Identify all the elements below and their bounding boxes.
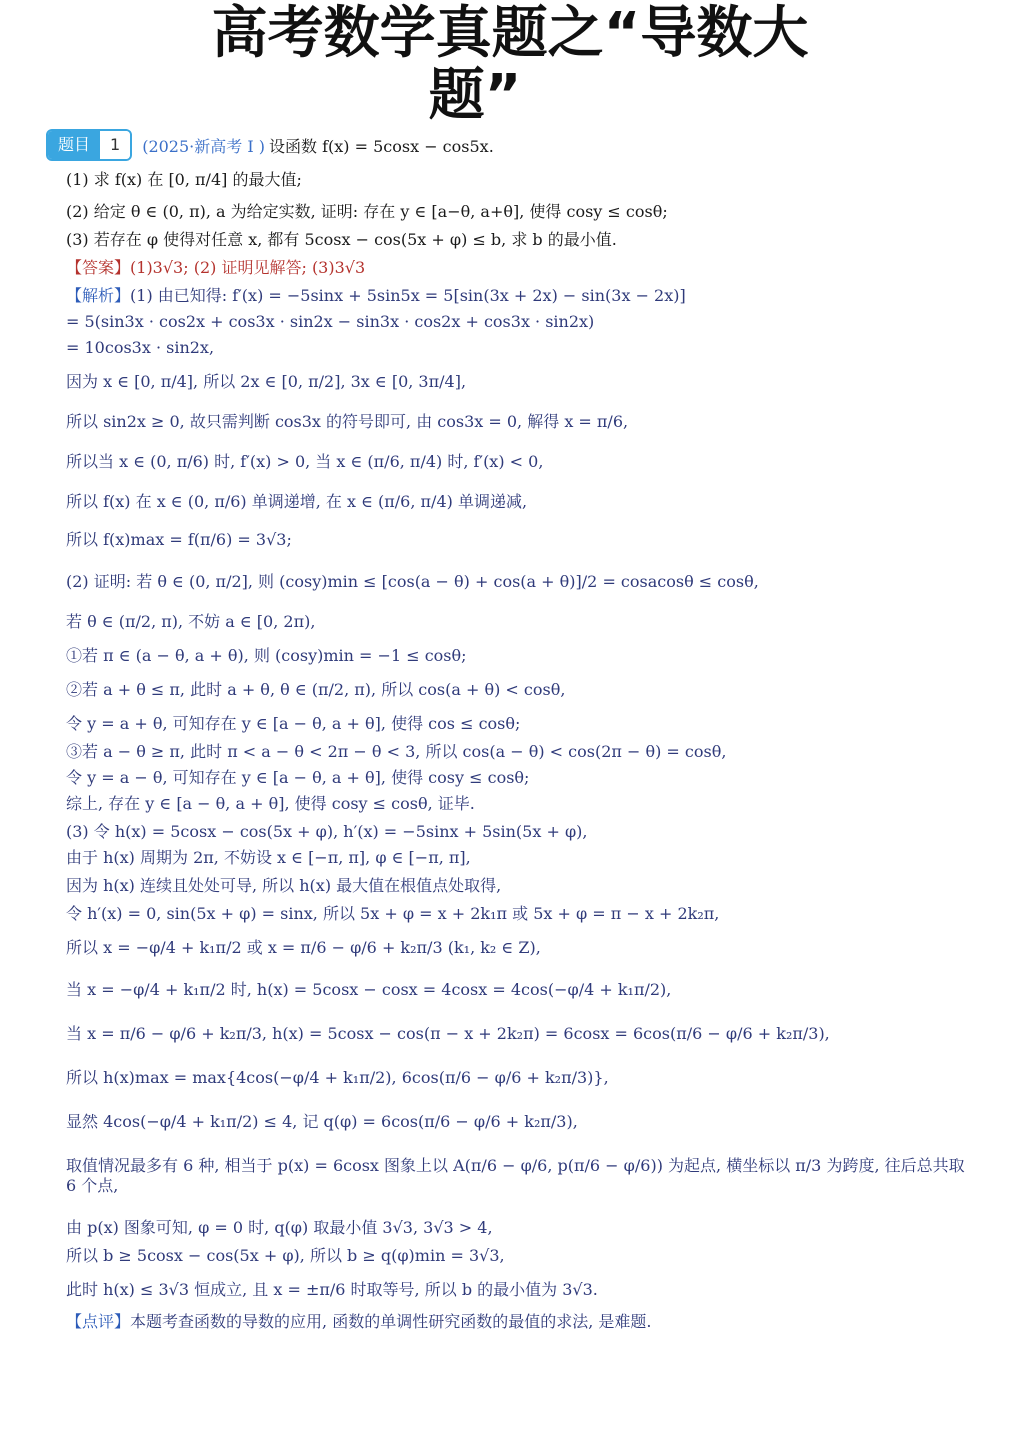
- solution-line: (3) 令 h(x) = 5cosx − cos(5x + φ), h′(x) = −5sinx + 5sin(5x + φ),: [66, 822, 588, 841]
- solution-line: 所以 sin2x ≥ 0, 故只需判断 cos3x 的符号即可, 由 cos3x = 0, 解得 x = π/6,: [66, 412, 629, 431]
- solution-line: 令 y = a + θ, 可知存在 y ∈ [a − θ, a + θ], 使得 cos ≤ cosθ;: [66, 714, 521, 733]
- solution-line: 若 θ ∈ (π/2, π), 不妨 a ∈ [0, 2π),: [66, 612, 316, 631]
- solution-line: 所以 x = −φ/4 + k₁π/2 或 x = π/6 − φ/6 + k₂π/3 (k₁, k₂ ∈ Z),: [66, 938, 541, 957]
- solution-line: 当 x = π/6 − φ/6 + k₂π/3, h(x) = 5cosx − cos(π − x + 2k₂π) = 6cosx = 6cos(π/6 − φ/6 + k₂π/3),: [66, 1024, 830, 1043]
- solution-text: (1) 由已知得: f′(x) = −5sinx + 5sin5x = 5[sin(3x + 2x) − sin(3x − 2x)]: [130, 286, 686, 305]
- solution-line: 所以 b ≥ 5cosx − cos(5x + φ), 所以 b ≥ q(φ)min = 3√3,: [66, 1246, 505, 1265]
- problem-header: [46, 130, 494, 160]
- solution-line: 此时 h(x) ≤ 3√3 恒成立, 且 x = ±π/6 时取等号, 所以 b 的最小值为 3√3.: [66, 1280, 598, 1299]
- problem-badge-number: 1: [100, 131, 130, 159]
- answer-tag: 【答案】: [66, 258, 131, 277]
- solution-line: 显然 4cos(−φ/4 + k₁π/2) ≤ 4, 记 q(φ) = 6cos(π/6 − φ/6 + k₂π/3),: [66, 1112, 578, 1131]
- solution-line: 当 x = −φ/4 + k₁π/2 时, h(x) = 5cosx − cosx = 4cosx = 4cos(−φ/4 + k₁π/2),: [66, 980, 672, 999]
- solution-line: 所以 h(x)max = max{4cos(−φ/4 + k₁π/2), 6cos(π/6 − φ/6 + k₂π/3)},: [66, 1068, 609, 1087]
- answer-line: [66, 258, 365, 278]
- comment-tag: 【点评】: [66, 1312, 131, 1331]
- solution-line: 由 p(x) 图象可知, φ = 0 时, q(φ) 取最小值 3√3, 3√3 > 4,: [66, 1218, 493, 1237]
- solution-line: 令 y = a − θ, 可知存在 y ∈ [a − θ, a + θ], 使得 cosy ≤ cosθ;: [66, 768, 530, 787]
- title-line-1: 高考数学真题之“导数大: [211, 1, 809, 66]
- page-title: [0, 1, 1020, 128]
- comment-text: 本题考查函数的导数的应用, 函数的单调性研究函数的最值的求法, 是难题.: [130, 1312, 652, 1331]
- solution-line: (2) 证明: 若 θ ∈ (0, π/2], 则 (cosy)min ≤ [cos(a − θ) + cos(a + θ)]/2 = cosacosθ ≤ cosθ,: [66, 572, 759, 591]
- problem-badge-label: 题目: [48, 131, 100, 159]
- solution-line: 取值情况最多有 6 种, 相当于 p(x) = 6cosx 图象上以 A(π/6 − φ/6, p(π/6 − φ/6)) 为起点, 横坐标以 π/3 为跨度, 往后总共取 6 个点,: [66, 1156, 965, 1195]
- problem-badge: [46, 129, 132, 161]
- solution-line: 因为 h(x) 连续且处处可导, 所以 h(x) 最大值在根值点处取得,: [66, 876, 502, 895]
- solution-line: [66, 286, 686, 306]
- solution-line: 令 h′(x) = 0, sin(5x + φ) = sinx, 所以 5x + φ = x + 2k₁π 或 5x + φ = π − x + 2k₂π,: [66, 904, 720, 923]
- solution-line: 所以 f(x)max = f(π/6) = 3√3;: [66, 530, 292, 549]
- solution-line: ①若 π ∈ (a − θ, a + θ), 则 (cosy)min = −1 ≤ cosθ;: [66, 646, 467, 665]
- comment-line: [66, 1312, 651, 1332]
- question-1: (1) 求 f(x) 在 [0, π/4] 的最大值;: [66, 170, 302, 189]
- solution-line: 综上, 存在 y ∈ [a − θ, a + θ], 使得 cosy ≤ cosθ, 证毕.: [66, 794, 475, 813]
- title-line-2: 题”: [428, 63, 522, 128]
- question-2: (2) 给定 θ ∈ (0, π), a 为给定实数, 证明: 存在 y ∈ [a−θ, a+θ], 使得 cosy ≤ cosθ;: [66, 202, 668, 221]
- problem-source: (2025·新高考 I ): [142, 136, 265, 156]
- answer-text: (1)3√3; (2) 证明见解答; (3)3√3: [130, 258, 366, 277]
- solution-line: ②若 a + θ ≤ π, 此时 a + θ, θ ∈ (π/2, π), 所以 cos(a + θ) < cosθ,: [66, 680, 566, 699]
- question-3: (3) 若存在 φ 使得对任意 x, 都有 5cosx − cos(5x + φ) ≤ b, 求 b 的最小值.: [66, 230, 617, 249]
- solution-line: = 10cos3x · sin2x,: [66, 338, 215, 357]
- problem-stem: 设函数 f(x) = 5cosx − cos5x.: [269, 136, 494, 156]
- solution-line: 因为 x ∈ [0, π/4], 所以 2x ∈ [0, π/2], 3x ∈ [0, 3π/4],: [66, 372, 467, 391]
- solution-line: 由于 h(x) 周期为 2π, 不妨设 x ∈ [−π, π], φ ∈ [−π, π],: [66, 848, 471, 867]
- solution-line: = 5(sin3x · cos2x + cos3x · sin2x − sin3x · cos2x + cos3x · sin2x): [66, 312, 595, 331]
- analysis-tag: 【解析】: [66, 286, 131, 305]
- solution-line: ③若 a − θ ≥ π, 此时 π < a − θ < 2π − θ < 3, 所以 cos(a − θ) < cos(2π − θ) = cosθ,: [66, 742, 727, 761]
- solution-line: 所以 f(x) 在 x ∈ (0, π/6) 单调递增, 在 x ∈ (π/6, π/4) 单调递减,: [66, 492, 528, 511]
- solution-line: 所以当 x ∈ (0, π/6) 时, f′(x) > 0, 当 x ∈ (π/6, π/4) 时, f′(x) < 0,: [66, 452, 544, 471]
